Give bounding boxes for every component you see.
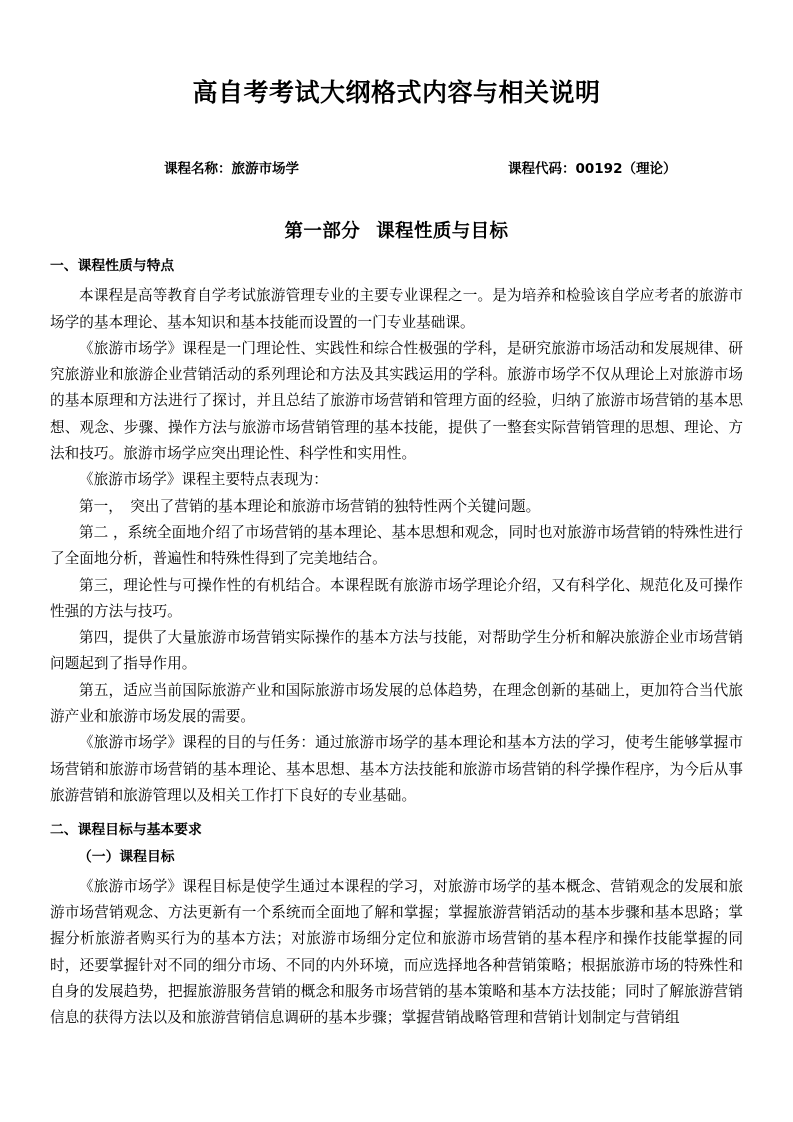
section-heading-2: 二、课程目标与基本要求 <box>50 822 202 839</box>
page-title: 高自考考试大纲格式内容与相关说明 <box>192 78 601 107</box>
paragraph: 《旅游市场学》课程是一门理论性、实践性和综合性极强的学科，是研究旅游市场活动和发展规律、研究旅游业和旅游企业营销活动的系列理论和方法及其实践运用的学科。旅游市场学不仅从理论上对旅游市场的基本原理和方法进行了探讨，并且总结了旅游市场营销和管理方面的经验，归纳了旅游市场营销的基本思想、观念、步骤、操作方法与旅游市场营销管理的基本技能，提供了一整套实际营销管理的思想、理论、方法和技巧。旅游市场学应突出理论性、科学性和实用性。 <box>50 339 743 463</box>
course-meta-line <box>50 158 743 180</box>
paragraph: 第五，适应当前国际旅游产业和国际旅游市场发展的总体趋势，在理念创新的基础上，更加符合当代旅游产业和旅游市场发展的需要。 <box>50 681 743 726</box>
section-2-body <box>50 874 743 1032</box>
paragraph: 《旅游市场学》课程的目的与任务：通过旅游市场学的基本理论和基本方法的学习，使考生能够掌握市场营销和旅游市场营销的基本理论、基本思想、基本方法技能和旅游市场营销的科学操作程序，为今后从事旅游营销和旅游管理以及相关工作打下良好的专业基础。 <box>50 734 743 804</box>
paragraph: 第四，提供了大量旅游市场营销实际操作的基本方法与技能，对帮助学生分析和解决旅游企业市场营销问题起到了指导作用。 <box>50 629 743 673</box>
course-name: 课程名称：旅游市场学 <box>164 161 299 177</box>
part-heading-number: 第一部分 <box>284 221 361 242</box>
course-code: 课程代码：00192（理论） <box>508 161 677 177</box>
subsection-heading-course-objectives: （一）课程目标 <box>78 848 175 865</box>
paragraph: 第三，理论性与可操作性的有机结合。本课程既有旅游市场学理论介绍，又有科学化、规范化及可操作性强的方法与技巧。 <box>50 576 743 620</box>
part-heading <box>50 219 743 245</box>
part-heading-name: 课程性质与目标 <box>376 221 509 242</box>
paragraph: 第一， 突出了营销的基本理论和旅游市场营销的独特性两个关键问题。 <box>79 497 541 515</box>
document-content <box>50 0 743 1032</box>
section-heading-1: 一、课程性质与特点 <box>50 258 175 274</box>
paragraph: 《旅游市场学》课程主要特点表现为： <box>79 471 328 489</box>
paragraph: 本课程是高等教育自学考试旅游管理专业的主要专业课程之一。是为培养和检验该自学应考者的旅游市场学的基本理论、基本知识和基本技能而设置的一门专业基础课。 <box>50 287 743 331</box>
section-1-body <box>50 283 743 809</box>
paragraph: 《旅游市场学》课程目标是使学生通过本课程的学习，对旅游市场学的基本概念、营销观念的发展和旅游市场营销观念、方法更新有一个系统而全面地了解和掌握；掌握旅游营销活动的基本步骤和基本思路；掌握分析旅游者购买行为的基本方法；对旅游市场细分定位和旅游市场营销的基本程序和操作技能掌握的同时，还要掌握针对不同的细分市场、不同的内外环境，而应选择地各种营销策略；根据旅游市场的特殊性和自身的发展趋势，把握旅游服务营销的概念和服务市场营销的基本策略和基本方法技能；同时了解旅游营销信息的获得方法以及和旅游营销信息调研的基本步骤；掌握营销战略管理和营销计划制定与营销组 <box>50 877 743 1027</box>
paragraph: 第二 ，系统全面地介绍了市场营销的基本理论、基本思想和观念，同时也对旅游市场营销的特殊性进行了全面地分析，普遍性和特殊性得到了完美地结合。 <box>50 523 743 568</box>
